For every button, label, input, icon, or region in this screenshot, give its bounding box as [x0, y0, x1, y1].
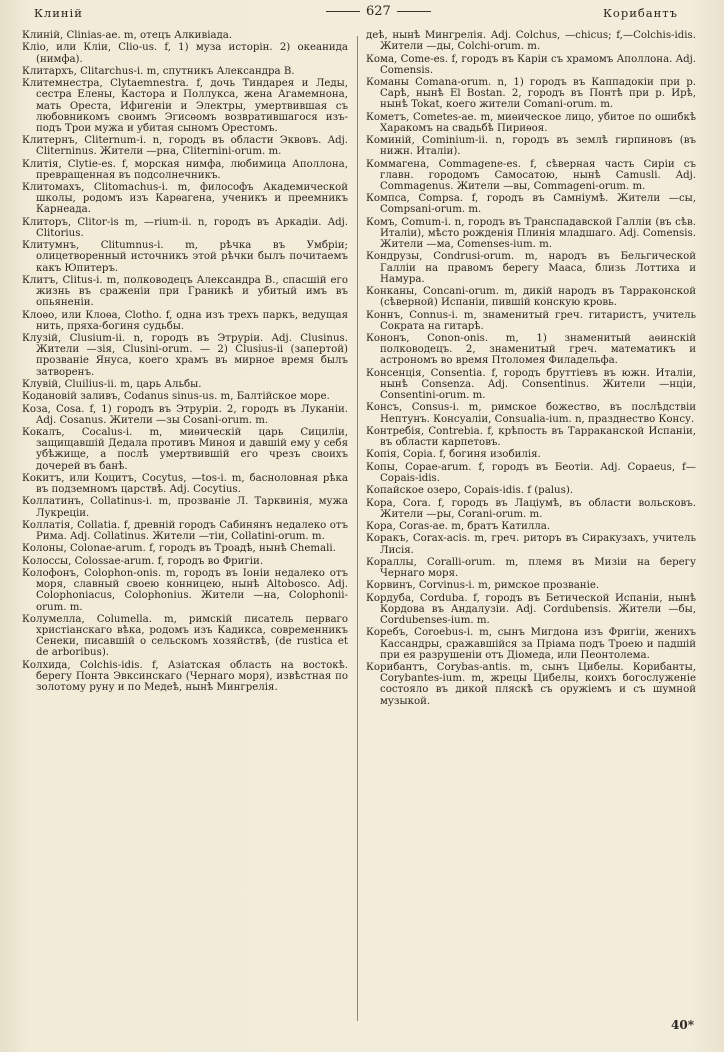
dictionary-entry: Клитернъ, Cliternum-i. n, городъ въ области Эквовъ. Adj. Cliterninus. Жители —рна, Cliternini-orum. m.	[22, 135, 348, 158]
dictionary-entry: Копайское озеро, Copais-idis. f (palus).	[366, 485, 574, 497]
dictionary-entry: Кора, Coras-ae. m, братъ Катилла.	[366, 521, 551, 533]
dictionary-entry: Консенція, Consentia. f, городъ бруттіевъ въ южн. Италіи, нынѣ Consenza. Adj. Consentinus. Жители —нціи, Consentini-orum. m.	[366, 367, 696, 402]
dictionary-entry: Кораллы, Coralli-orum. m, племя въ Мизіи на берегу Чернаго моря.	[366, 556, 696, 580]
dictionary-entry: Колоны, Colonae-arum. f, городъ въ Троадѣ, нынѣ Chemali.	[22, 543, 336, 555]
dictionary-entry: Колоссы, Colossae-arum. f, городъ во Фригіи.	[22, 555, 264, 567]
dictionary-entry: Корибантъ, Corybas-antis. m, сынъ Цибелы. Корибанты, Corybantes-ium. m, жрецы Цибелы, коихъ богослуженіе состояло въ дикой пляскѣ съ оружіемъ и съ шумной музыкой.	[366, 662, 696, 707]
dictionary-entry: Клитомахъ, Clitomachus-i. m, философъ Академической школы, родомъ изъ Карѳагена, ученикъ и преемникъ Карнеада.	[22, 182, 348, 216]
dictionary-entry: Кондрузы, Condrusi-orum. m, народъ въ Бельгической Галліи на правомъ берегу Мааса, близь Лоттиха и Намура.	[366, 251, 696, 285]
dictionary-entry: Клоѳо, или Клоѳа, Clotho. f, одна изъ трехъ паркъ, ведущая нить, пряха-богиня судьбы.	[22, 309, 348, 332]
dictionary-entry: Кометъ, Cometes-ae. m, миѳическое лицо, убитое по ошибкѣ Харакомъ на свадьбѣ Пириѳоя.	[366, 111, 696, 134]
dictionary-entry: Коллатинъ, Collatinus-i. m, прозваніе Л. Тарквинія, мужа Лукреціи.	[22, 496, 348, 519]
left-column	[22, 30, 348, 694]
dictionary-entry: Коребъ, Coroebus-i. m, сынъ Мигдона изъ Фригіи, женихъ Кассандры, сражавшійся за Пріама подъ Троею и падшій при ея разрушеніи отъ Діомеда, или Пеонтолема.	[366, 627, 696, 661]
dictionary-entry: Кора, Cora. f, городъ въ Лаціумѣ, въ области вольсковъ. Жители —ры, Corani-orum. m.	[366, 497, 696, 520]
dictionary-entry: Комъ, Comum-i. n, городъ въ Транспадавской Галліи (въ сѣв. Италіи), мѣсто рожденія Плинія младшаго. Adj. Comensis. Жители —ма, Comenses-ium. m.	[366, 216, 696, 251]
dictionary-entry: Коза, Cosa. f, 1) городъ въ Этруріи. 2, городъ въ Луканіи. Adj. Cosanus. Жители —зы Cosani-orum. m.	[22, 403, 348, 426]
dictionary-entry: Корвинъ, Corvinus-i. m, римское прозваніе.	[366, 580, 600, 592]
dictionary-entry: Кома, Come-es. f, городъ въ Каріи съ храмомъ Аполлона. Adj. Comensis.	[366, 53, 696, 76]
column-divider	[357, 36, 358, 1021]
dictionary-entry: Контребія, Contrebia. f, крѣпость въ Тарраканской Испаніи, въ области карпетовъ.	[366, 425, 696, 449]
dictionary-entry: Коммагена, Commagene-es. f, сѣверная часть Сиріи съ главн. городомъ Самосатою, нынѣ Camusli. Adj. Commagenus. Жители —вы, Commageni-orum. m.	[366, 158, 696, 192]
dictionary-entry: Кордуба, Corduba. f, городъ въ Бетической Испаніи, нынѣ Кордова въ Андалузіи. Adj. Cordubensis. Жители —бы, Cordubenses-ium. m.	[366, 592, 696, 627]
dictionary-entry: Копія, Copia. f, богиня изобилія.	[366, 449, 541, 461]
dictionary-entry: Коминій, Cominium-ii. n, городъ въ землѣ гирпиновъ (въ нижн. Италіи).	[366, 135, 696, 158]
dictionary-entry: Копы, Copae-arum. f, городъ въ Беотіи. Adj. Copaeus, f—Copais-idis.	[366, 461, 696, 484]
dictionary-entry: Кокалъ, Cocalus-i. m, миѳическій царь Сициліи, защищавшій Дедала противъ Миноя и давшій ему у себя убѣжище, а послѣ умертвившій его чрезъ своихъ дочерей въ банѣ.	[22, 427, 348, 472]
dictionary-entry: Клувій, Cluilius-ii. m, царь Альбы.	[22, 378, 202, 390]
dictionary-entry: Клитія, Clytie-es. f, морская нимфа, любимица Аполлона, превращенная въ подсолнечникъ.	[22, 158, 348, 181]
dictionary-entry: Коннъ, Connus-i. m, знаменитый греч. гитаристъ, учитель Сократа на гитарѣ.	[366, 309, 696, 332]
dictionary-entry: Кокитъ, или Коцитъ, Cocytus, —tos-i. m, басноловная рѣка въ подземномъ царствѣ. Adj. Cocytius.	[22, 472, 348, 496]
dictionary-entry: Клитъ, Clitus-i. m, полководецъ Александра В., спасшій его жизнь въ сраженіи при Граникѣ и убитый имъ въ опьяненіи.	[22, 274, 348, 309]
dictionary-entry: Колумелла, Columella. m, римскій писатель перваго христіанскаго вѣка, родомъ изъ Кадикса, современникъ Сенеки, писавшій о сельскомъ хозяйствѣ, (de rustica et de arboribus).	[22, 613, 348, 659]
dictionary-entry: Колхида, Colchis-idis. f, Азіатская область на востокѣ. берегу Понта Эвксинскаго (Чернаго моря), извѣстная по золотому руну и по Медеѣ, нынѣ Мингрелія.	[22, 659, 348, 694]
dictionary-entry: Кононъ, Conon-onis. m, 1) знаменитый аѳинскій полководецъ. 2, знаменитый греч. математикъ и астрономъ во время Птоломея Филадельфа.	[366, 333, 696, 367]
dictionary-entry: Клиторъ, Clitor-is m, —rium-ii. n, городъ въ Аркадіи. Adj. Clitorius.	[22, 216, 348, 239]
header-left-word: Клиній	[34, 6, 83, 20]
dictionary-entry: Колофонъ, Colophon-onis. m, городъ въ Іоніи недалеко отъ моря, славный своею конницею, нынѣ Altobosco. Adj. Colophoniacus, Colophonius. Жители —на, Colophonii-orum. m.	[22, 568, 348, 613]
page-header	[20, 4, 708, 24]
dictionary-entry: Компса, Compsa. f, городъ въ Самніумѣ. Жители —сы, Compsani-orum. m.	[366, 193, 696, 216]
dictionary-entry: Клузій, Clusium-ii. n, городъ въ Этруріи. Adj. Clusinus. Жители —зія, Clusini-orum. — 2) Clusius-ii (запертой) прозваніе Януса, коего храмъ въ мирное время былъ затворенъ.	[22, 333, 348, 378]
dictionary-entry: Клитархъ, Clitarchus-i. m, спутникъ Александра В.	[22, 65, 295, 77]
dictionary-entry: Коракъ, Corax-acis. m, греч. риторъ въ Сиракузахъ, учитель Лисія.	[366, 533, 696, 556]
dictionary-entry: Команы Comana-orum. n, 1) городъ въ Каппадокіи при р. Сарѣ, нынѣ El Bostan. 2, городъ въ Понтѣ при р. Ирѣ, нынѣ Tokat, коего жители Comani-orum. m.	[366, 77, 696, 111]
dictionary-entry: деѣ, нынѣ Мингрелія. Adj. Colchus, —chicus; f,—Colchis-idis. Жители —ды, Colchi-orum. m.	[366, 30, 696, 53]
dictionary-entry: Кодановій заливъ, Codanus sinus-us. m, Балтійское море.	[22, 391, 330, 403]
signature-mark: 40*	[671, 1018, 694, 1032]
dictionary-entry: Клитемнестра, Clytaemnestra. f, дочь Тиндарея и Леды, сестра Елены, Кастора и Поллукса, жена Агамемнона, мать Ореста, Ифигеніи и Электры, умертвившая съ любовникомъ своимъ Эгисѳомъ возвратившагося изъ-подъ Трои мужа и убитая сыномъ Орестомъ.	[22, 78, 348, 134]
dictionary-entry: Консъ, Consus-i. m, римское божество, въ послѣдствіи Нептунъ. Консуаліи, Consualia-ium. n, празднество Консу.	[366, 402, 696, 425]
page-number: 627	[320, 4, 437, 19]
dictionary-entry: Кліо, или Кліи, Clio-us. f, 1) муза исторін. 2) океанида (нимфа).	[22, 42, 348, 65]
dictionary-entry: Клитумнъ, Clitumnus-i. m, рѣчка въ Умбріи; олицетворенный источникъ этой рѣчки былъ почитаемъ какъ Юпитеръ.	[22, 240, 348, 274]
dictionary-entry: Клиній, Clinias-ae. m, отецъ Алкивіада.	[22, 30, 233, 41]
dictionary-entry: Конканы, Concani-orum. m, дикій народъ въ Тарраконской (сѣверной) Испаніи, пившій конскую кровь.	[366, 286, 696, 309]
dictionary-entry: Коллатія, Collatia. f, древній городъ Сабинянъ недалеко отъ Рима. Adj. Collatinus. Жители —тіи, Collatini-orum. m.	[22, 519, 348, 543]
header-right-word: Корибантъ	[603, 6, 678, 20]
right-column	[366, 30, 696, 708]
